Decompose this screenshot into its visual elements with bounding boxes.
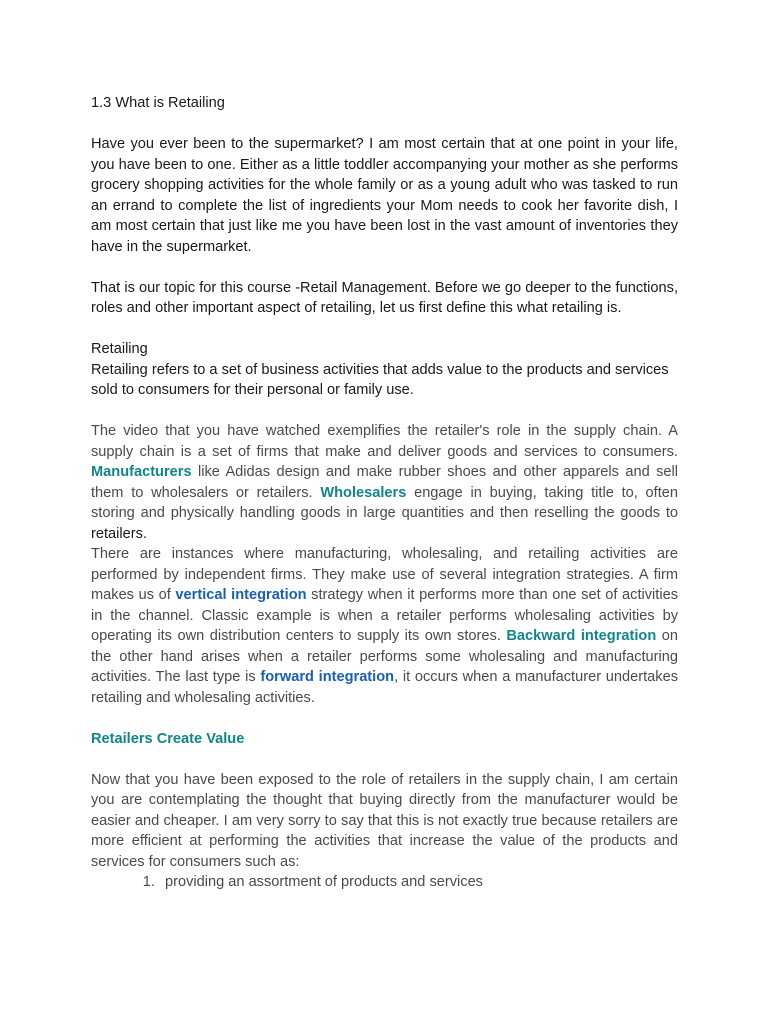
integration-text-1: There are instances where manufacturing, wholesaling, and retailing activities are performed by independent firms. They make use of several integration strategies. A firm makes us of (91, 546, 678, 603)
integration-text-4: , it occurs when a manufacturer undertakes retailing and wholesaling activities. (91, 669, 678, 706)
term-manufacturers: Manufacturers (91, 464, 192, 480)
list-item: 1. providing an assortment of products and services (159, 872, 678, 893)
integration-text-3: on the other hand arises when a retailer performs some wholesaling and manufacturing activities. The last type is (91, 628, 679, 685)
topic-paragraph: That is our topic for this course -Retail Management. Before we go deeper to the functions, roles and other important aspect of retailing, let us first define this what retailing is. (91, 279, 678, 316)
value-list (91, 872, 678, 893)
term-forward-integration: forward integration (260, 669, 395, 685)
term-wholesalers: Wholesalers (320, 484, 407, 501)
integration-text-2: strategy when it performs more than one set of activities in the channel. Classic example is when a retailer performs wholesaling activities by operating its own distribution centers to supply its own stores. (91, 587, 678, 644)
value-paragraph: Now that you have been exposed to the role of retailers in the supply chain, I am certain you are contemplating the thought that buying directly from the manufacturer would be easier and cheaper. I am very sorry to say that this is not exactly true because retailers are more efficient at performing the activities that increase the value of the products and services for consumers such as: (91, 771, 678, 870)
supply-chain-text-4: retailers. (91, 525, 147, 542)
integration-paragraph (91, 544, 678, 708)
value-heading: Retailers Create Value (91, 730, 245, 747)
term-vertical-integration: vertical integration (175, 587, 307, 603)
definition-term: Retailing (91, 341, 148, 357)
supply-chain-text-3: engage in buying, taking title to, often storing and physically handling goods in large quantities and then reselling the goods to (91, 484, 678, 521)
supply-chain-text-1: The video that you have watched exemplifies the retailer's role in the supply chain. A supply chain is a set of firms that make and deliver goods and services to consumers. (91, 423, 678, 460)
section-title: 1.3 What is Retailing (91, 95, 225, 111)
supply-chain-text-2: like Adidas design and make rubber shoes and other apparels and sell them to wholesalers or retailers. (91, 464, 678, 501)
supply-chain-paragraph (91, 421, 678, 544)
term-backward-integration: Backward integration (506, 628, 657, 644)
definition-text: Retailing refers to a set of business activities that adds value to the products and services sold to consumers for their personal or family use. (91, 361, 669, 398)
intro-paragraph: Have you ever been to the supermarket? I am most certain that at one point in your life, you have been to one. Either as a little toddler accompanying your mother as she performs grocery shopping activities for the whole family or as a young adult who was tasked to run an errand to complete the list of ingredients your Mom needs to cook her favorite dish, I am most certain that just like me you have been lost in the vast amount of inventories they have in the supermarket. (91, 136, 678, 255)
